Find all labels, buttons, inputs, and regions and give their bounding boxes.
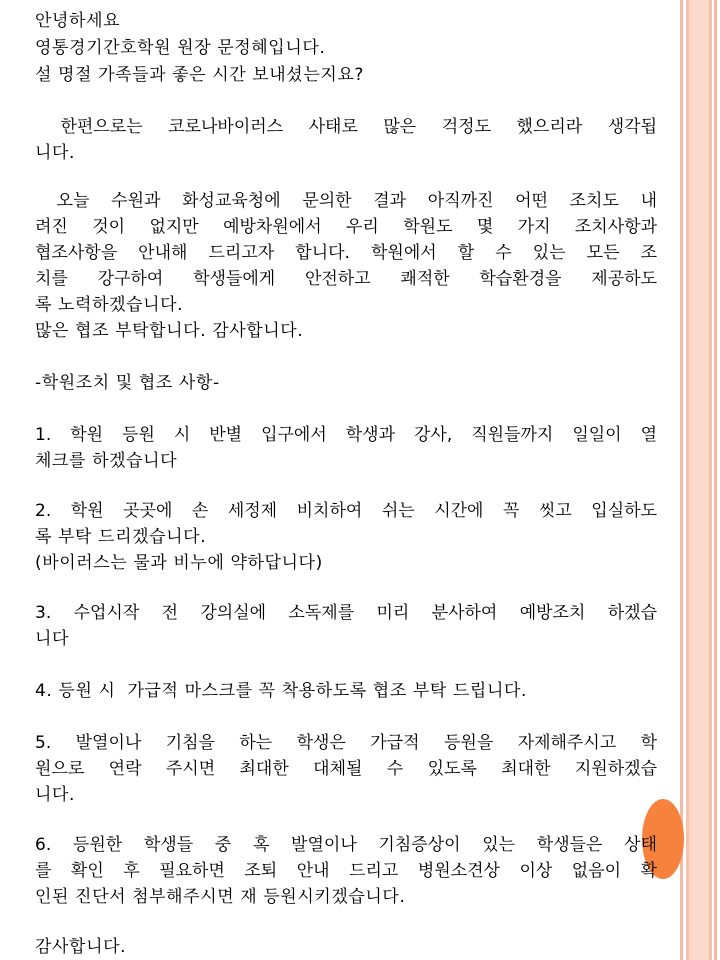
list-item-line: 1. 학원 등원 시 반별 입구에서 학생과 강사, 직원들까지 일일이 열 bbox=[35, 425, 657, 445]
list-item-line: 체크를 하겠습니다 bbox=[35, 451, 178, 471]
paragraph-line: 려진 것이 없지만 예방차원에서 우리 학원도 몇 가지 조치사항과 bbox=[35, 217, 657, 237]
list-item-line: (바이러스는 물과 비누에 약하답니다) bbox=[35, 553, 323, 573]
section-title: -학원조치 및 협조 사항- bbox=[35, 373, 220, 393]
frame-border-inner bbox=[689, 0, 709, 960]
paragraph-line: 협조사항을 안내해 드리고자 합니다. 학원에서 할 수 있는 모든 조 bbox=[35, 243, 657, 263]
list-item-line: 니다. bbox=[35, 785, 76, 805]
paragraph-line: 록 노력하겠습니다. bbox=[35, 295, 184, 315]
greeting: 안녕하세요 bbox=[35, 11, 121, 31]
list-item-line: 니다 bbox=[35, 629, 70, 649]
paragraph-line: 니다. bbox=[35, 143, 76, 163]
list-item-line: 인된 진단서 첨부해주시면 재 등원시키겠습니다. bbox=[35, 887, 406, 907]
intro-line: 영통경기간호학원 원장 문정혜입니다. bbox=[35, 38, 326, 58]
list-item-line: 원으로 연락 주시면 최대한 대체될 수 있도록 최대한 지원하겠습 bbox=[35, 759, 657, 779]
list-item-line: 6. 등원한 학생들 중 혹 발열이나 기침증상이 있는 학생들은 상태 bbox=[35, 835, 657, 855]
frame-border-edge bbox=[714, 0, 717, 960]
list-item-line: 록 부탁 드리겠습니다. bbox=[35, 527, 207, 547]
list-item-line: 를 확인 후 필요하면 조퇴 안내 드리고 병원소견상 이상 없음이 확 bbox=[35, 861, 657, 881]
paragraph-line: 치를 강구하여 학생들에게 안전하고 쾌적한 학습환경을 제공하도 bbox=[35, 269, 657, 289]
list-item-line: 4. 등원 시 가급적 마스크를 꼭 착용하도록 협조 부탁 드립니다. bbox=[35, 681, 527, 701]
paragraph-line: 많은 협조 부탁합니다. 감사합니다. bbox=[35, 321, 304, 341]
list-item-line: 2. 학원 곳곳에 손 세정제 비치하여 쉬는 시간에 꼭 씻고 입실하도 bbox=[35, 501, 657, 521]
paragraph-line: 한편으로는 코로나바이러스 사태로 많은 걱정도 했으리라 생각됩 bbox=[35, 117, 657, 137]
intro-line: 설 명절 가족들과 좋은 시간 보내셨는지요? bbox=[35, 65, 365, 85]
closing: 감사합니다. bbox=[35, 937, 127, 957]
list-item-line: 5. 발열이나 기침을 하는 학생은 가급적 등원을 자제해주시고 학 bbox=[35, 733, 657, 753]
list-item-line: 3. 수업시작 전 강의실에 소독제를 미리 분사하여 예방조치 하겠습 bbox=[35, 603, 657, 623]
paragraph-line: 오늘 수원과 화성교육청에 문의한 결과 아직까진 어떤 조치도 내 bbox=[35, 191, 657, 211]
